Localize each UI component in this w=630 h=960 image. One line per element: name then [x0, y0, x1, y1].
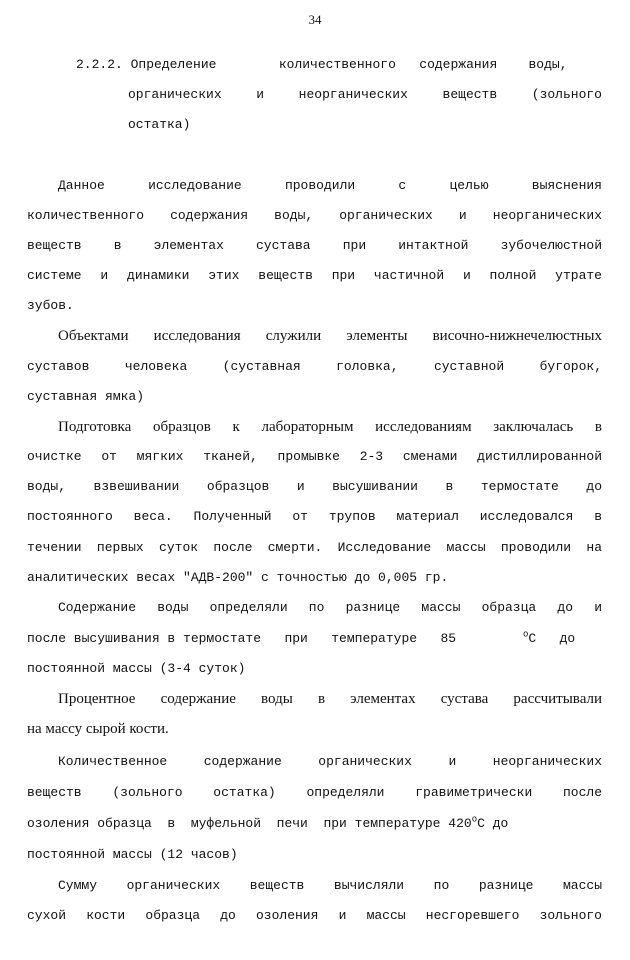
- paragraph-line: Объектами исследования служили элементы височно-нижнечелюстных: [58, 328, 602, 344]
- paragraph-line: Данное исследование проводили с целью выяснения: [58, 178, 602, 193]
- heading-line-2: органических и неорганических веществ (зольного: [128, 87, 602, 102]
- paragraph-line: сухой кости образца до озоления и массы несгоревшего зольного: [27, 908, 602, 923]
- paragraph-line: очистке от мягких тканей, промывке 2-3 сменами дистиллированной: [27, 449, 602, 464]
- paragraph-line: на массу сырой кости.: [27, 721, 169, 737]
- paragraph-line: [27, 631, 602, 647]
- temperature-unit: [523, 631, 575, 647]
- paragraph-line: течении первых суток после смерти. Исследование массы проводили на: [27, 540, 602, 555]
- heading-line-1: [76, 57, 602, 73]
- paragraph-line: веществ в элементах сустава при интактной зубочелюстной: [27, 238, 602, 253]
- paragraph-line: постоянного веса. Полученный от трупов материал исследовался в: [27, 509, 602, 524]
- text-span: C до: [528, 631, 576, 646]
- paragraph-line: веществ (зольного остатка) определяли гравиметрически после: [27, 785, 602, 800]
- paragraph-line: аналитических весах "АДВ-200" с точностью до 0,005 гр.: [27, 570, 449, 585]
- heading-text-1: Определение количественного содержания воды,: [130, 57, 568, 72]
- paragraph-line: Подготовка образцов к лабораторным исследованиям заключалась в: [58, 419, 602, 435]
- paragraph-line: Сумму органических веществ вычисляли по разнице массы: [58, 878, 602, 893]
- paragraph-line: количественного содержания воды, органических и неорганических: [27, 208, 602, 223]
- text-span: C до: [477, 816, 509, 831]
- paragraph-line: воды, взвешивании образцов и высушивании в термостате до: [27, 479, 602, 494]
- heading-number: 2.2.2.: [76, 57, 123, 72]
- paragraph-line: зубов.: [27, 298, 74, 313]
- paragraph-line: [27, 816, 508, 832]
- paragraph-line: системе и динамики этих веществ при частичной и полной утрате: [27, 268, 602, 283]
- heading-line-3: остатка): [128, 117, 191, 132]
- paragraph-line: суставов человека (суставная головка, суставной бугорок,: [27, 359, 602, 374]
- page-number: 34: [308, 12, 322, 27]
- paragraph-line: Содержание воды определяли по разнице массы образца до и: [58, 600, 602, 615]
- text-span: после высушивания в термостате при температуре 85: [27, 631, 457, 646]
- degree-sign: o: [471, 814, 478, 825]
- paragraph-line: Процентное содержание воды в элементах сустава рассчитывали: [58, 691, 602, 707]
- paragraph-line: постоянной массы (12 часов): [27, 847, 238, 862]
- text-span: озоления образца в муфельной печи при температуре 420: [27, 816, 472, 831]
- paragraph-line: суставная ямка): [27, 389, 145, 404]
- paragraph-line: постоянной массы (3-4 суток): [27, 661, 246, 676]
- paragraph-line: Количественное содержание органических и неорганических: [58, 754, 602, 769]
- degree-sign: o: [523, 629, 529, 640]
